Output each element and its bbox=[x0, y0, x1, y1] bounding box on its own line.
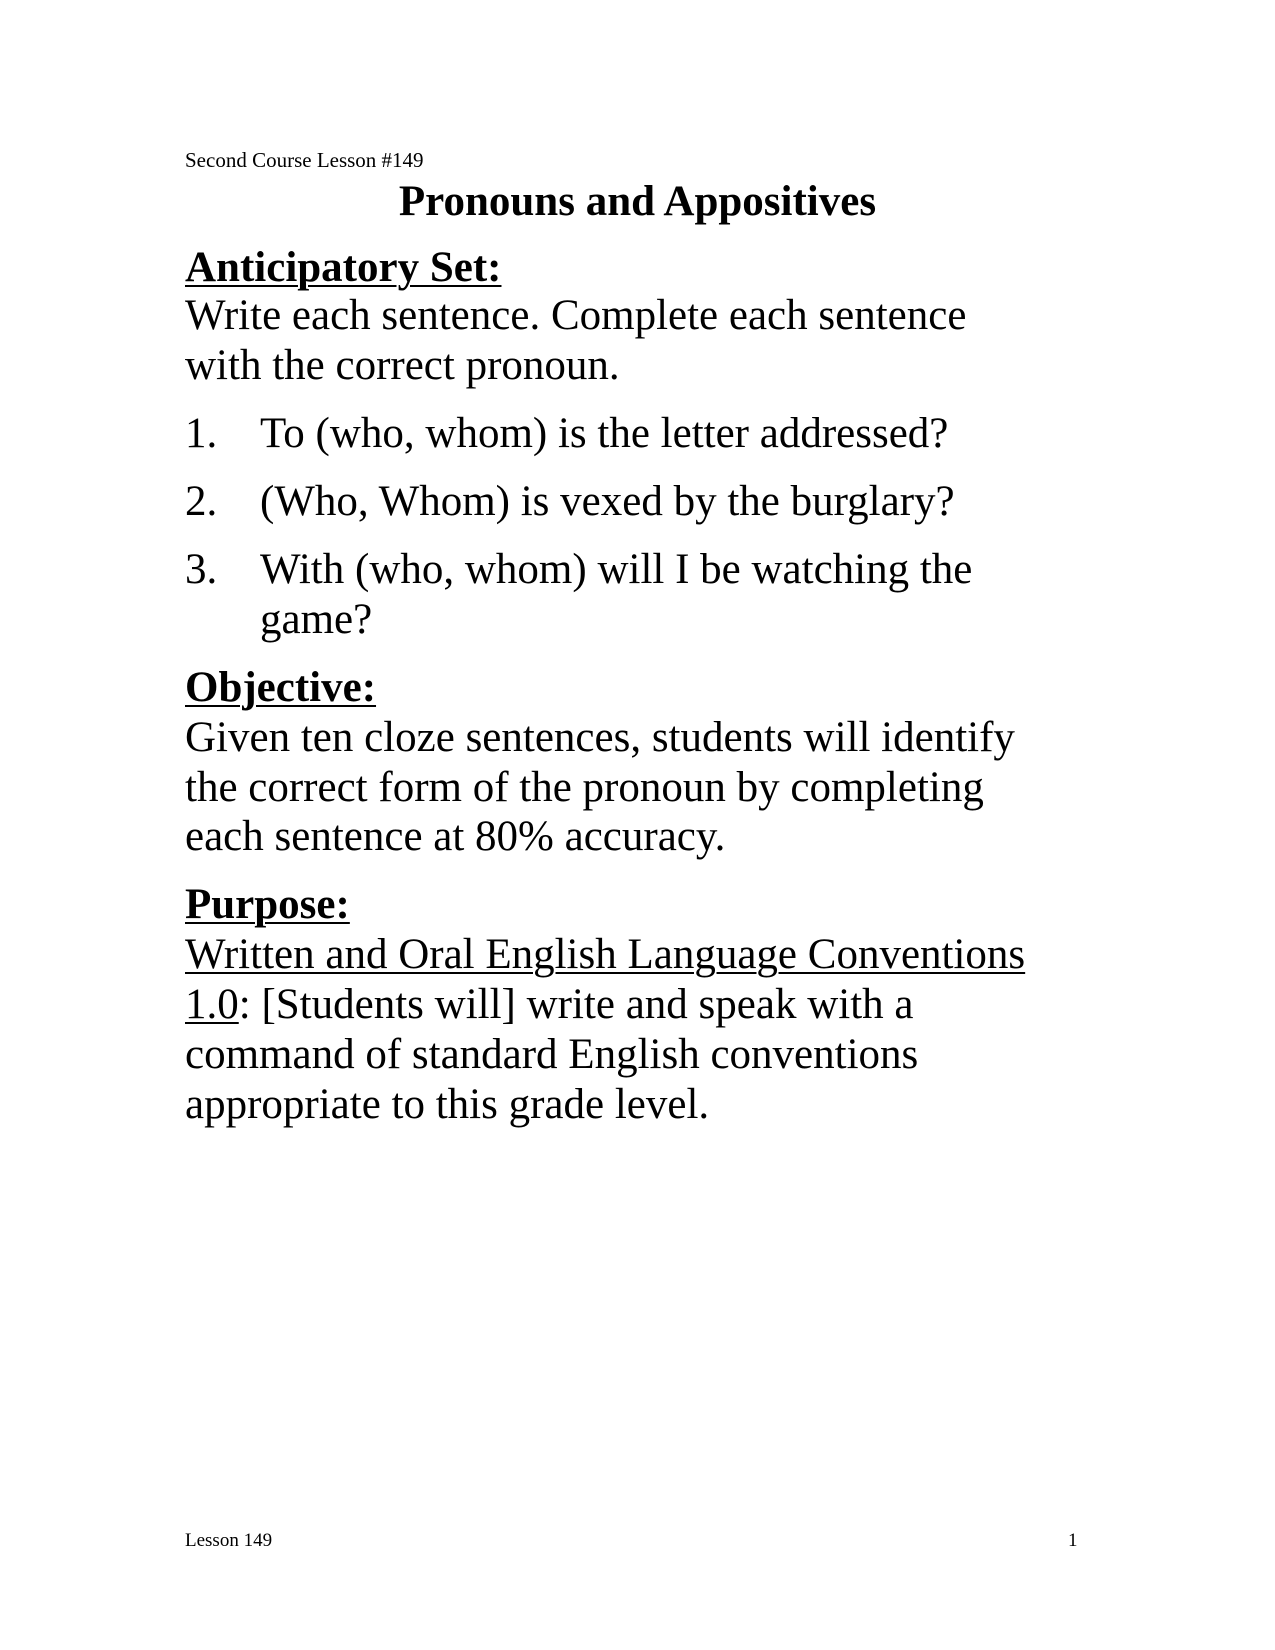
purpose-line2 bbox=[185, 979, 1085, 1031]
purpose-standard-name: Written and Oral English Language Conventions bbox=[185, 931, 1026, 978]
objective-heading: Objective: bbox=[185, 664, 377, 711]
objective-line3: each sentence at 80% accuracy. bbox=[185, 813, 726, 860]
purpose-line3: command of standard English conventions bbox=[185, 1031, 919, 1078]
footer-lesson: Lesson 149 bbox=[185, 1530, 273, 1551]
purpose-standard-number: 1.0 bbox=[185, 981, 239, 1028]
footer-page-number: 1 bbox=[1068, 1530, 1078, 1551]
objective-line2: the correct form of the pronoun by completing bbox=[185, 764, 984, 811]
list-item-text: To (who, whom) is the letter addressed? bbox=[260, 410, 949, 457]
anticipatory-set-heading: Anticipatory Set: bbox=[185, 244, 502, 291]
purpose-line2-rest: : [Students will] write and speak with a bbox=[238, 981, 914, 1028]
list-item-number: 3. bbox=[185, 546, 218, 593]
list-item-text: (Who, Whom) is vexed by the burglary? bbox=[260, 478, 955, 525]
purpose-heading: Purpose: bbox=[185, 881, 350, 928]
objective-line1: Given ten cloze sentences, students will identify bbox=[185, 714, 1015, 761]
anticipatory-instructions-line2: with the correct pronoun. bbox=[185, 342, 620, 389]
anticipatory-instructions-line1: Write each sentence. Complete each sentence bbox=[185, 292, 967, 339]
list-item-text: game? bbox=[260, 596, 373, 643]
page-title: Pronouns and Appositives bbox=[398, 178, 877, 225]
purpose-line4: appropriate to this grade level. bbox=[185, 1081, 710, 1128]
list-item-number: 2. bbox=[185, 478, 218, 525]
list-item-number: 1. bbox=[185, 410, 218, 457]
course-line: Second Course Lesson #149 bbox=[185, 148, 424, 172]
list-item-text: With (who, whom) will I be watching the bbox=[260, 546, 973, 593]
